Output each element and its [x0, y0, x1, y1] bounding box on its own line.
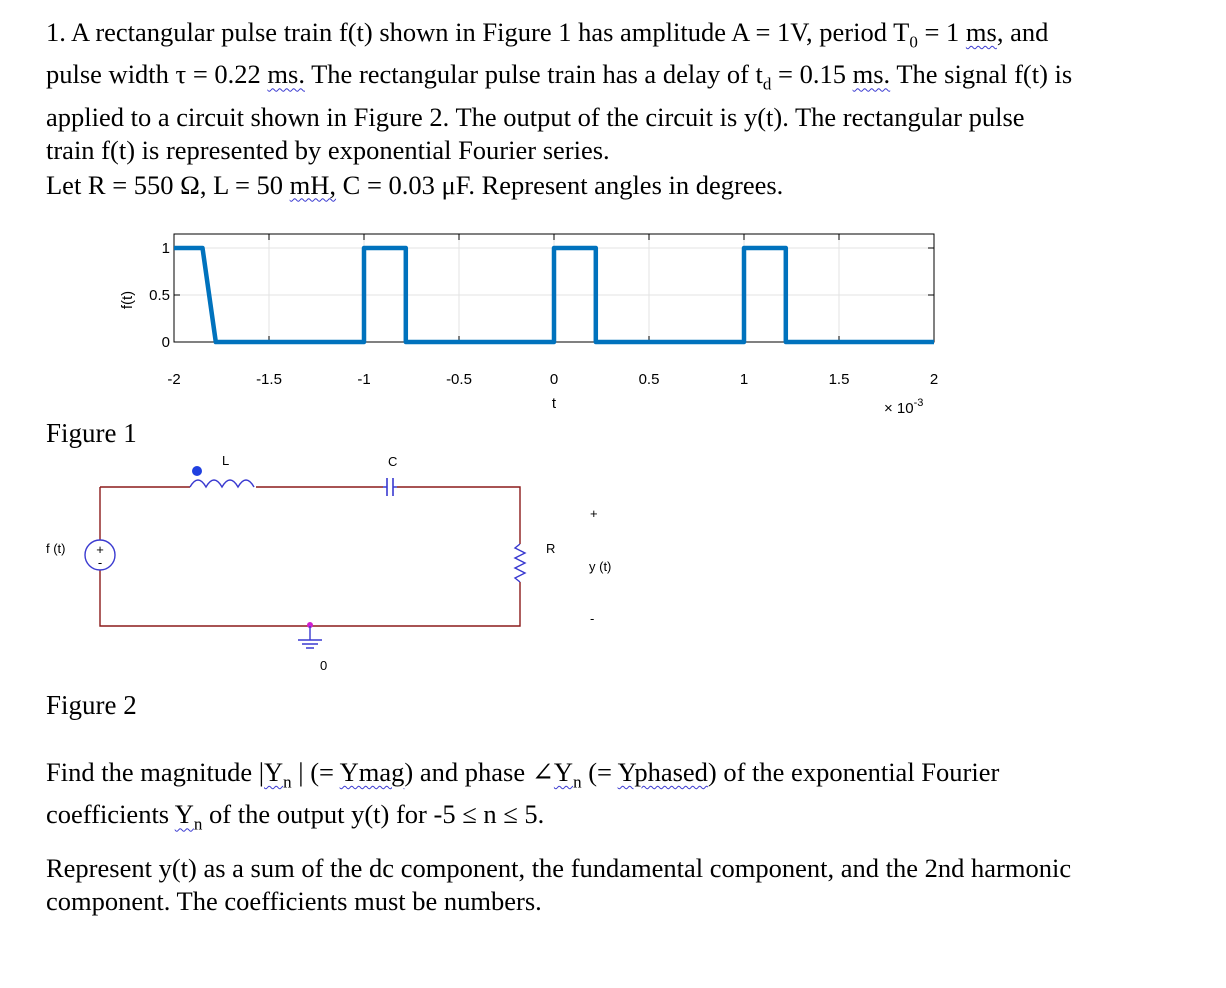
figure-1-caption: Figure 1	[46, 418, 137, 448]
subscript: n	[193, 814, 203, 834]
x-tick-label: 0.5	[638, 371, 660, 388]
y-tick-label: 0	[161, 334, 170, 351]
x-scale-exp: -3	[913, 397, 924, 409]
spellcheck-word	[553, 757, 582, 792]
represent-instructions	[46, 852, 1166, 918]
text-span: Find the magnitude |	[46, 757, 265, 787]
subscript: 0	[909, 32, 918, 52]
output-label: y (t)	[589, 559, 612, 574]
inductor-label: L	[222, 453, 230, 468]
text-span: = 1	[917, 17, 966, 47]
text-span: coefficients	[46, 799, 175, 830]
spellcheck-word: mH,	[289, 169, 337, 200]
find-line-1	[46, 756, 1166, 798]
spellcheck-word	[174, 799, 203, 834]
subscript: n	[573, 772, 582, 792]
text-span: , and	[996, 17, 1049, 47]
represent-line-2: component. The coefficients must be numbers.	[46, 886, 542, 916]
circuit-wires	[97, 487, 520, 626]
output-minus: -	[590, 611, 595, 626]
source-minus-sign: -	[97, 555, 103, 570]
capacitor-label: C	[388, 454, 398, 469]
x-tick-label: 1	[739, 371, 749, 388]
spellcheck-word	[264, 757, 292, 792]
text-span: 1. A rectangular pulse train f(t) shown in Figure 1 has amplitude A = 1V, period T	[46, 17, 910, 47]
x-scale-factor	[884, 397, 923, 417]
x-tick-label: 0	[549, 371, 559, 388]
spellcheck-word: ms	[965, 17, 997, 47]
y-axis-label: f(t)	[119, 290, 136, 310]
subscript: d	[762, 74, 772, 94]
text-span: ) of the exponential Fourier	[707, 757, 1000, 787]
output-plus: +	[590, 506, 598, 521]
text-span: Let R = 550 Ω, L = 50	[46, 169, 290, 200]
problem-line-4: train f(t) is represented by exponential Fourier series.	[46, 134, 610, 165]
x-scale-base: × 10	[884, 400, 914, 417]
x-tick-label: -1.5	[256, 371, 282, 388]
text-span: The rectangular pulse train has a delay of t	[304, 59, 763, 90]
spellcheck-word: Yphased	[617, 757, 708, 787]
text-span: (=	[581, 757, 618, 787]
ground-icon	[298, 626, 322, 648]
find-instructions	[46, 756, 1166, 841]
y-tick-label: 1	[161, 240, 170, 257]
text-span: = 0.15	[771, 59, 853, 90]
text-span: Y	[174, 799, 194, 830]
represent-line-1: Represent y(t) as a sum of the dc component, the fundamental component, and the 2nd harmonic	[46, 853, 1072, 883]
text-span: of the output y(t) for -5 ≤ n ≤ 5.	[202, 799, 545, 830]
problem-line-3: applied to a circuit shown in Figure 2. The output of the circuit is y(t). The rectangular pulse	[46, 101, 1025, 132]
inductor-dot-icon	[192, 466, 202, 476]
ground-label: 0	[320, 658, 328, 673]
source-label: f (t)	[46, 541, 66, 556]
x-axis-label: t	[551, 395, 557, 412]
x-tick-label: 2	[929, 371, 939, 388]
text-span: ) and phase ∠	[404, 757, 554, 787]
text-span: Y	[553, 757, 574, 787]
resistor-label: R	[546, 541, 556, 556]
subscript: n	[283, 772, 292, 792]
x-tick-label: -2	[167, 371, 181, 388]
spellcheck-word: Ymag	[339, 757, 405, 787]
x-tick-label: 1.5	[828, 371, 850, 388]
text-span: pulse width τ = 0.22	[46, 59, 268, 90]
text-span: C = 0.03 μF. Represent angles in degrees.	[336, 169, 784, 200]
source-plus-sign: +	[96, 542, 104, 557]
capacitor-icon	[383, 478, 397, 496]
circuit-diagram	[46, 453, 611, 673]
figure-2-caption: Figure 2	[46, 690, 137, 720]
find-line-2	[46, 798, 1166, 840]
text-span: Y	[264, 757, 284, 787]
resistor-icon	[515, 544, 525, 582]
inductor-icon	[190, 480, 254, 487]
spellcheck-word: ms.	[267, 59, 305, 90]
x-tick-label: -0.5	[446, 371, 472, 388]
text-span: | (=	[291, 757, 340, 787]
y-tick-label: 0.5	[149, 287, 170, 304]
spellcheck-word: ms.	[852, 59, 891, 90]
x-tick-label: -1	[357, 371, 371, 388]
chart-ticks	[149, 234, 938, 388]
text-span: The signal f(t) is	[890, 59, 1073, 90]
